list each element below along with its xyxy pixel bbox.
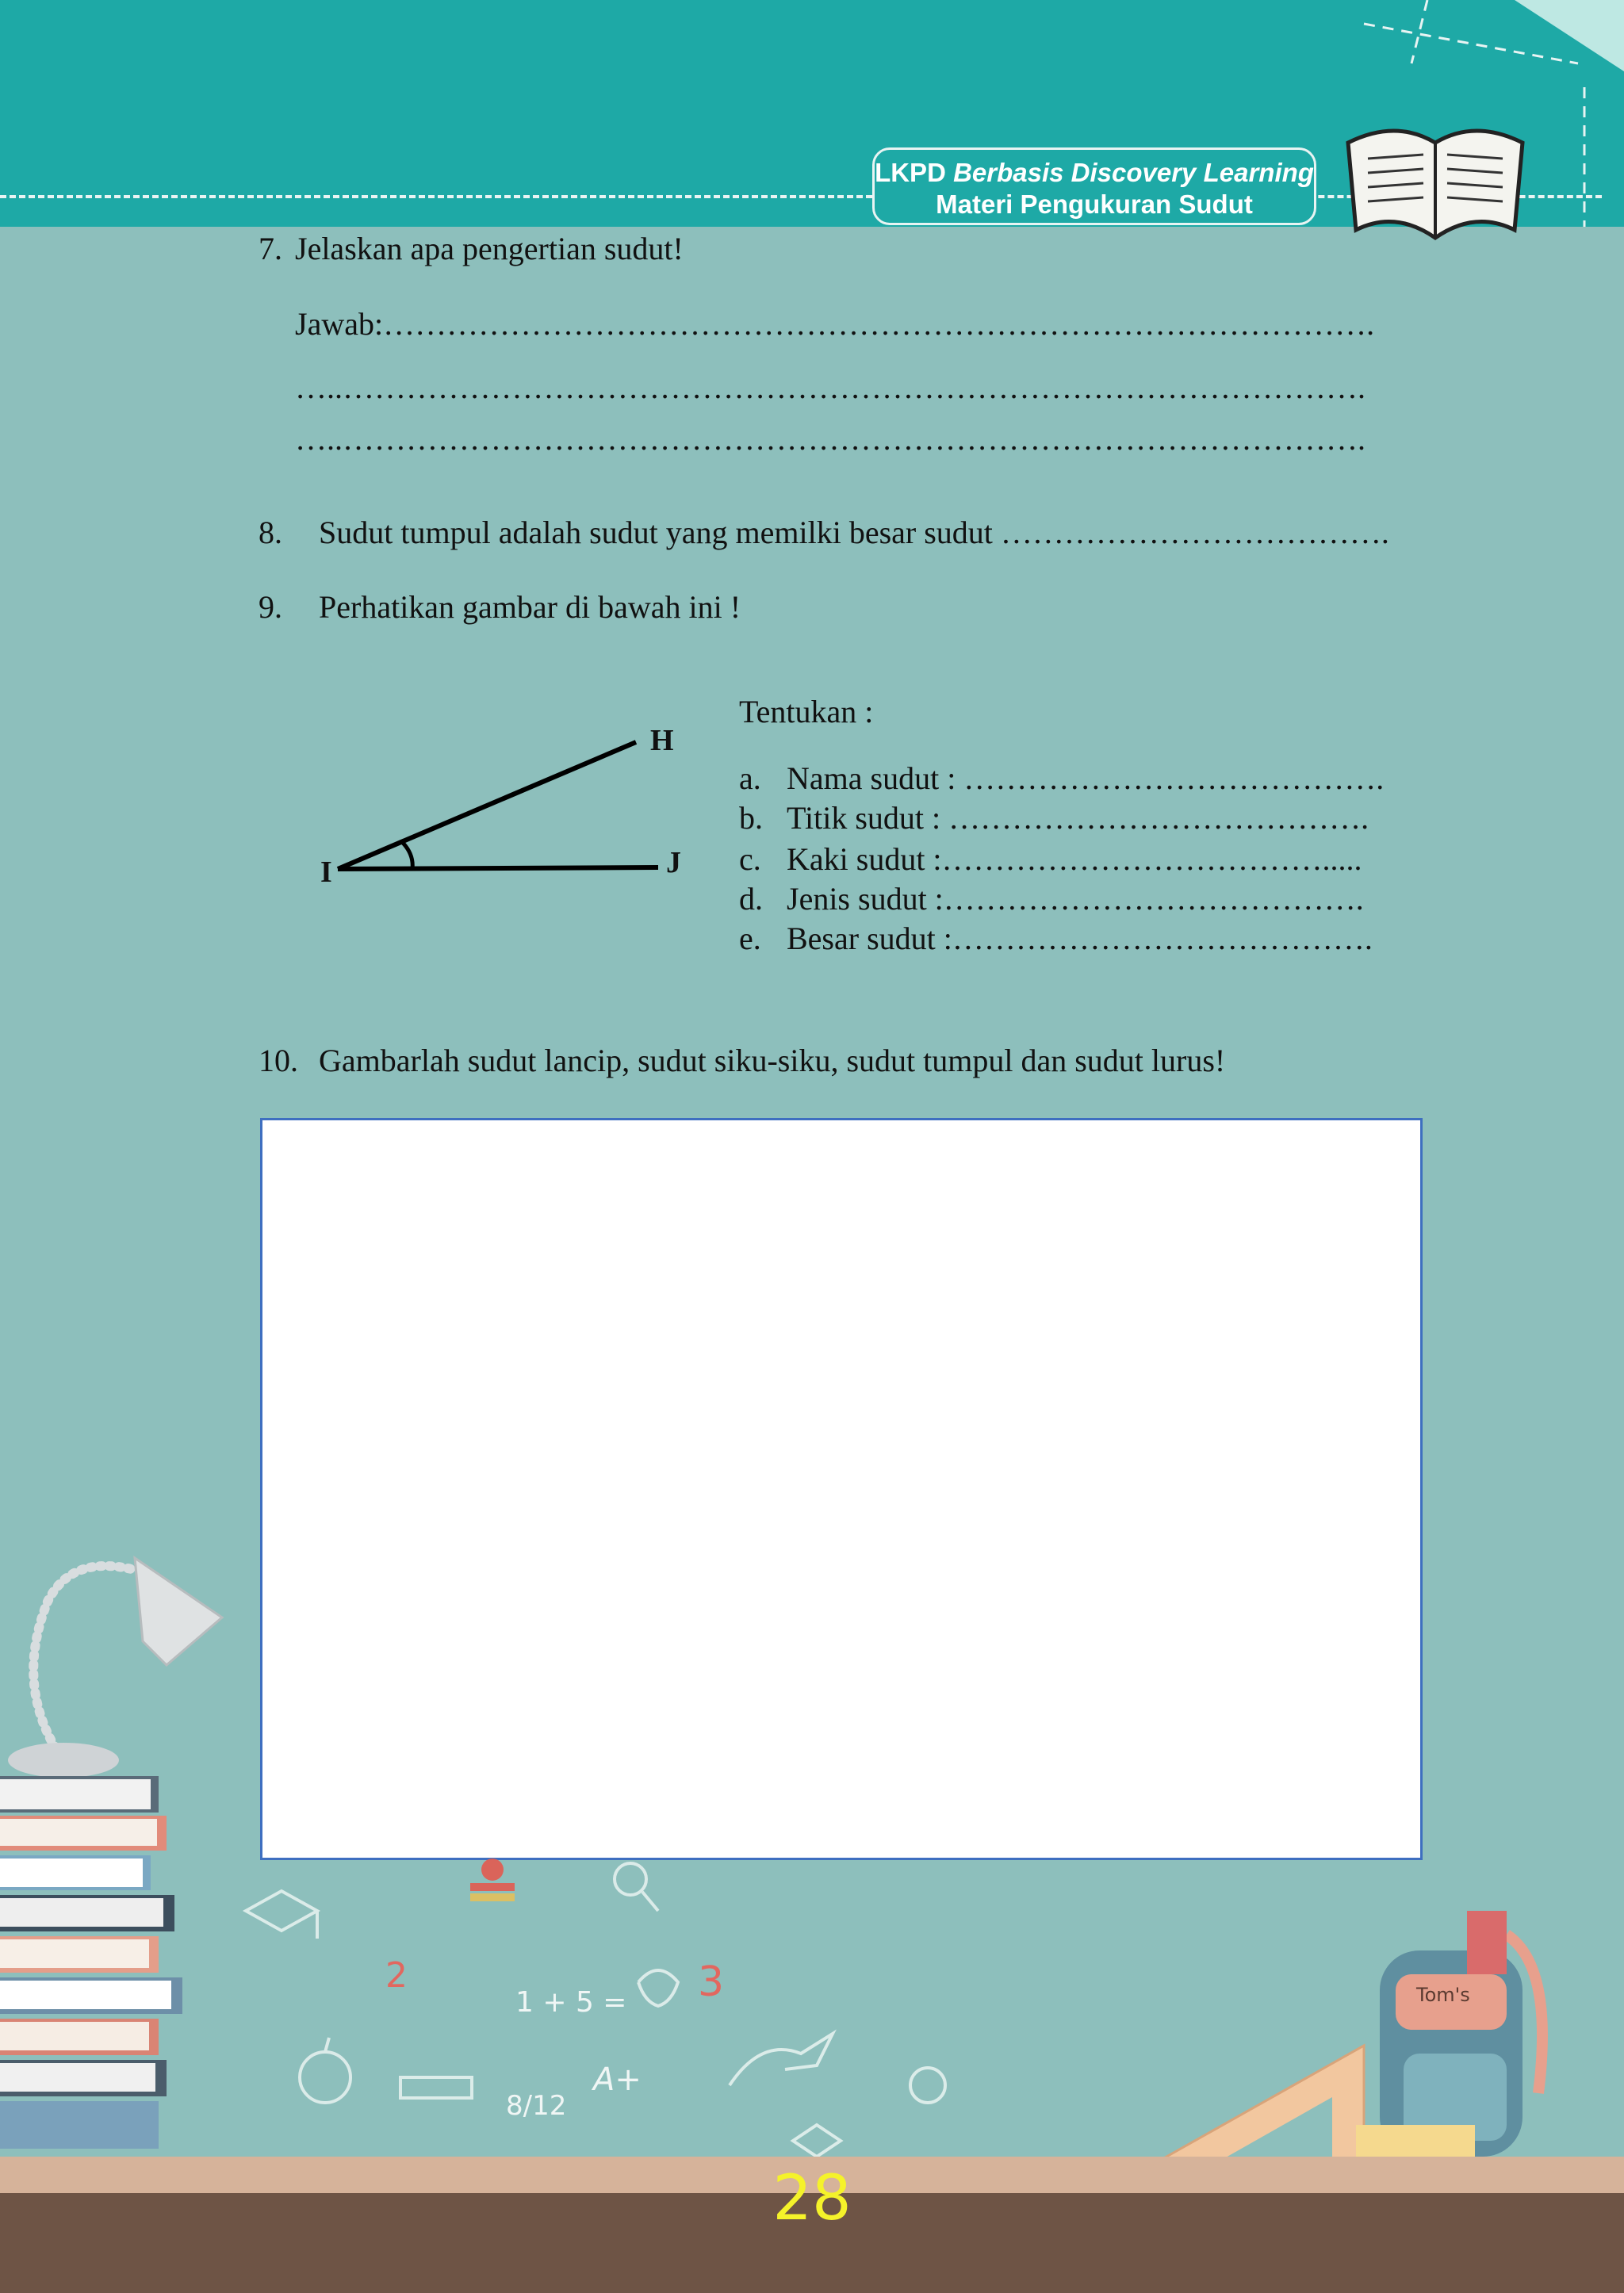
apple-doodle — [300, 2052, 350, 2103]
q9-item-a[interactable]: Nama sudut : …………………………………. — [787, 760, 1385, 796]
label-i: I — [320, 856, 332, 889]
chalk-doodles — [206, 1847, 1237, 2196]
q8-number: 8. — [259, 515, 282, 550]
graduation-cap-doodle — [246, 1891, 317, 1931]
q9-item-a-letter: a. — [739, 760, 761, 796]
doodle-grade: A+ — [593, 2061, 642, 2098]
q9-item-d-letter: d. — [739, 881, 763, 917]
q9-question: Perhatikan gambar di bawah ini ! — [319, 589, 741, 625]
q9-item-b-letter: b. — [739, 800, 763, 836]
header-title-badge — [872, 147, 1316, 225]
q7-answer-line-2[interactable]: …..……………………………………………………………………………………. — [295, 369, 1365, 405]
label-h: H — [650, 724, 674, 757]
book-stack-illustration — [0, 1760, 206, 2172]
backpack-doodle — [910, 2068, 945, 2103]
lightbulb-doodle — [638, 1970, 678, 2006]
paper-plane-doodle — [730, 2034, 833, 2085]
doodle-three: 3 — [698, 1958, 725, 2006]
drawing-answer-box[interactable] — [260, 1118, 1423, 1860]
q9-item-b[interactable]: Titik sudut : …………………………………. — [787, 800, 1369, 836]
ray-ih — [338, 742, 636, 869]
magnifier-doodle — [615, 1863, 646, 1895]
q9-item-e[interactable]: Besar sudut :…………………………………. — [787, 921, 1373, 956]
ray-ij — [338, 867, 658, 869]
doodle-fraction: 8/12 — [506, 2090, 567, 2122]
header-title-prefix: LKPD — [875, 158, 954, 187]
backpack-label: Tom's — [1416, 1984, 1470, 2006]
q7-answer-line-3[interactable]: …..……………………………………………………………………………………. — [295, 421, 1365, 457]
doodle-two: 2 — [385, 1955, 408, 1996]
q9-item-e-letter: e. — [739, 921, 761, 956]
q10-question: Gambarlah sudut lancip, sudut siku-siku, sudut tumpul dan sudut lurus! — [319, 1043, 1226, 1078]
q7-number: 7. — [259, 231, 282, 266]
open-book-icon — [1332, 111, 1538, 262]
q9-number: 9. — [259, 589, 282, 625]
angle-arc — [403, 843, 412, 869]
q7-question: Jelaskan apa pengertian sudut! — [295, 231, 684, 266]
angle-hij-figure — [309, 714, 690, 896]
apple-small-doodle — [481, 1859, 504, 1881]
header-subtitle: Materi Pengukuran Sudut — [936, 189, 1253, 219]
q8-question: Sudut tumpul adalah sudut yang memilki besar sudut ………………………………. — [319, 515, 1389, 550]
page-number: 28 — [772, 2163, 852, 2234]
doodle-math: 1 + 5 = — [515, 1986, 627, 2019]
ruler-doodle — [400, 2077, 472, 2098]
label-j: J — [666, 846, 681, 879]
q9-item-c-letter: c. — [739, 841, 761, 877]
q9-item-c[interactable]: Kaki sudut :………………………………..... — [787, 841, 1362, 877]
open-book-doodle — [793, 2125, 841, 2157]
q9-item-d[interactable]: Jenis sudut :…………………………………. — [787, 881, 1364, 917]
q9-prompt: Tentukan : — [739, 694, 874, 729]
q10-number: 10. — [259, 1043, 298, 1078]
q7-answer-line-1[interactable]: Jawab:…………………………………………………………………………………. — [295, 306, 1375, 342]
header-title-italic: Berbasis Discovery Learning — [953, 158, 1314, 187]
desk-lamp-illustration — [0, 1522, 254, 1792]
